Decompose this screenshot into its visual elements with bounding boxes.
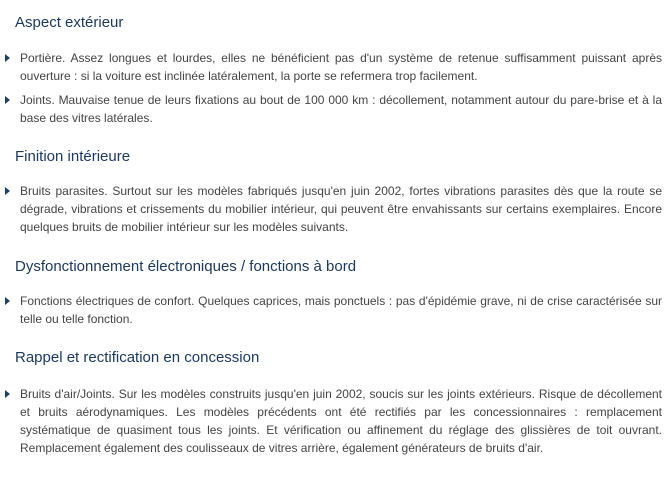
- bullet-arrow-icon: [5, 187, 10, 195]
- bullet-arrow-icon: [5, 96, 10, 104]
- item-text: Bruits parasites. Surtout sur les modèles fabriqués jusqu'en juin 2002, fortes vibrations parasites dès que la route se dégrade, vibrations et crissements du mobilier intérieur, qui peuvent être envahissants sur certains exemplaires. Encore quelques bruits de mobilier intérieur sur les modèles suivants.: [20, 184, 662, 234]
- section-title: Rappel et rectification en concession: [15, 349, 260, 366]
- bullet-arrow-icon: [5, 390, 10, 398]
- section-title: Finition intérieure: [15, 148, 131, 165]
- section-title: Aspect extérieur: [15, 14, 124, 31]
- bullet-arrow-icon: [5, 297, 10, 305]
- bullet-arrow-icon: [5, 54, 10, 62]
- item-text: Joints. Mauvaise tenue de leurs fixations au bout de 100 000 km : décollement, notamment autour du pare-brise et à la base des vitres latérales.: [20, 93, 662, 125]
- section-title: Dysfonctionnement électroniques / fonctions à bord: [15, 258, 357, 275]
- item-text: Bruits d'air/Joints. Sur les modèles construits jusqu'en juin 2002, soucis sur les joints extérieurs. Risque de décollement et bruits aérodynamiques. Les modèles précédents ont été rectifiés par les concessionnaires : remplacement systématique de quasiment tous les joints. Et vérification ou affinement du réglage des glissières de toit ouvrant. Remplacement également des coulisseaux de vitres arrière, également générateurs de bruits d'air.: [20, 387, 662, 455]
- item-text: Portière. Assez longues et lourdes, elles ne bénéficient pas d'un système de retenue suffisamment puissant après ouverture : si la voiture est inclinée latéralement, la porte se refermera trop facilement.: [20, 51, 662, 83]
- item-text: Fonctions électriques de confort. Quelques caprices, mais ponctuels : pas d'épidémie grave, ni de crise caractérisée sur telle ou telle fonction.: [20, 294, 662, 326]
